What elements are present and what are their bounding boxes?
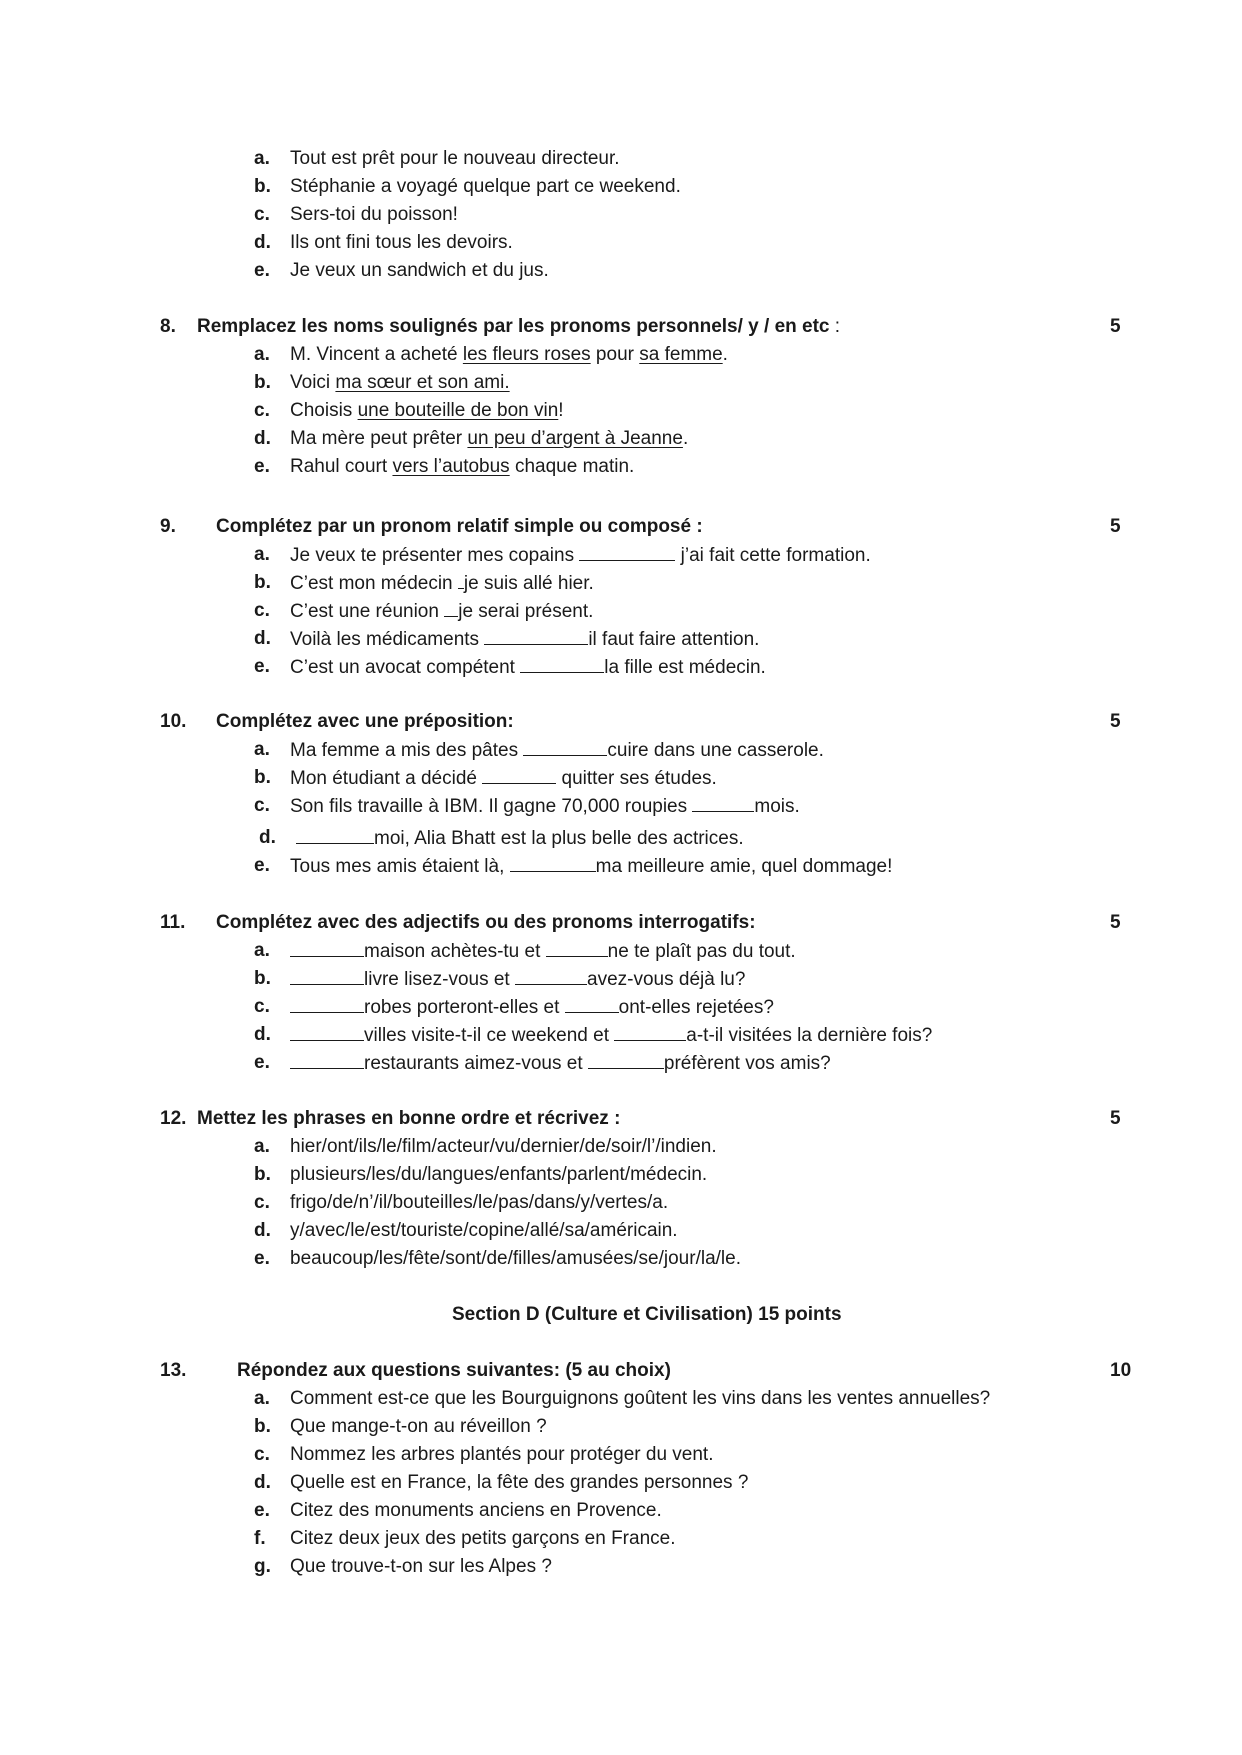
question-number: 8. (160, 316, 176, 337)
item-text (290, 994, 774, 1021)
text-segment: Je veux te présenter mes copains (290, 545, 580, 566)
item-text (290, 426, 688, 452)
text-segment: préfèrent vos amis? (663, 1053, 831, 1074)
item-label: e. (254, 456, 270, 477)
answer-blank[interactable] (290, 994, 364, 1013)
answer-blank[interactable] (692, 793, 754, 812)
item-text (296, 825, 744, 852)
item-text: Que mange-t-on au réveillon ? (290, 1416, 547, 1437)
text-segment: restaurants aimez-vous et (364, 1053, 588, 1074)
text-segment: cuire dans une casserole. (607, 740, 824, 761)
text-segment: Rahul court (290, 456, 393, 477)
answer-blank[interactable] (565, 994, 619, 1013)
question-header (0, 314, 1242, 340)
answer-blank[interactable] (290, 938, 364, 957)
text-segment: pour (590, 344, 640, 365)
item-text (290, 342, 728, 368)
question-title-wrap (197, 314, 840, 340)
question-points: 5 (1110, 912, 1121, 933)
item-label: d. (254, 428, 271, 449)
question-points: 5 (1110, 711, 1121, 732)
question-points: 10 (1110, 1360, 1132, 1381)
question-number: 10. (160, 711, 187, 732)
text-segment: avez-vous déjà lu? (587, 969, 746, 990)
item-text (290, 853, 892, 880)
answer-blank[interactable] (523, 737, 607, 756)
item-text: y/avec/le/est/touriste/copine/allé/sa/américain. (290, 1220, 678, 1241)
item-text (290, 542, 871, 569)
question-number: 13. (160, 1360, 187, 1381)
text-segment: Ma mère peut prêter (290, 428, 468, 449)
text-segment: je serai présent. (458, 601, 594, 622)
answer-blank[interactable] (290, 1022, 364, 1041)
item-text (290, 654, 766, 681)
answer-blank[interactable] (510, 853, 596, 872)
answer-blank[interactable] (484, 626, 588, 645)
item-label: b. (254, 372, 271, 393)
question-title: Répondez aux questions suivantes: (5 au choix) (237, 1360, 671, 1381)
text-segment: il faut faire attention. (588, 629, 760, 650)
item-text (290, 1022, 932, 1049)
item-label: c. (254, 1192, 270, 1213)
item-text (290, 1050, 831, 1077)
answer-blank[interactable] (482, 765, 556, 784)
item-label: c. (254, 1444, 270, 1465)
text-segment: . (682, 428, 689, 449)
item-text: frigo/de/n’/il/bouteilles/le/pas/dans/y/vertes/a. (290, 1192, 669, 1213)
item-text (290, 737, 824, 764)
item-label: b. (254, 767, 271, 788)
section-heading: Section D (Culture et Civilisation) 15 points (452, 1304, 842, 1325)
text-segment: chaque matin. (509, 456, 635, 477)
answer-blank[interactable] (546, 938, 608, 957)
item-text: Sers-toi du poisson! (290, 204, 458, 225)
text-segment: C’est un avocat compétent (290, 657, 521, 678)
text-segment: la fille est médecin. (604, 657, 766, 678)
item-text (290, 765, 717, 792)
item-label: b. (254, 1416, 271, 1437)
text-segment: C’est une réunion (290, 601, 445, 622)
text-segment: ont-elles rejetées? (618, 997, 774, 1018)
item-text (290, 793, 800, 820)
underlined-noun: sa femme (639, 344, 723, 365)
question-points: 5 (1110, 516, 1121, 537)
item-label: a. (254, 344, 270, 365)
item-label: b. (254, 1164, 271, 1185)
question-number: 12. (160, 1108, 187, 1129)
item-label: d. (254, 1472, 271, 1493)
text-segment: quitter ses études. (556, 768, 717, 789)
item-label: e. (254, 656, 270, 677)
item-text (290, 626, 759, 653)
text-segment: M. Vincent a acheté (290, 344, 463, 365)
text-segment: C’est mon médecin (290, 573, 458, 594)
item-text: Ils ont fini tous les devoirs. (290, 232, 513, 253)
text-segment: mois. (754, 796, 800, 817)
item-text: Quelle est en France, la fête des grandes personnes ? (290, 1472, 749, 1493)
answer-blank[interactable] (515, 966, 587, 985)
item-text: Comment est-ce que les Bourguignons goûtent les vins dans les ventes annuelles? (290, 1388, 991, 1409)
text-segment: ma meilleure amie, quel dommage! (595, 856, 893, 877)
item-text (290, 938, 796, 965)
answer-blank[interactable] (290, 966, 364, 985)
underlined-noun: vers l’autobus (392, 456, 510, 477)
item-label: a. (254, 739, 270, 760)
text-segment: . (722, 344, 728, 365)
item-text (290, 966, 745, 993)
text-segment: Tous mes amis étaient là, (290, 856, 510, 877)
item-text: beaucoup/les/fête/sont/de/filles/amusées/se/jour/la/le. (290, 1248, 741, 1269)
question-number: 11. (160, 912, 186, 933)
item-label: a. (254, 544, 270, 565)
answer-blank[interactable] (588, 1050, 664, 1069)
text-segment: robes porteront-elles et (364, 997, 565, 1018)
item-text: Nommez les arbres plantés pour protéger du vent. (290, 1444, 714, 1465)
answer-blank[interactable] (520, 654, 604, 673)
question-header (0, 1106, 1242, 1132)
item-label: e. (254, 260, 270, 281)
question-title: Complétez avec des adjectifs ou des pronoms interrogatifs: (216, 912, 756, 933)
item-label: c. (254, 600, 270, 621)
text-segment: moi, Alia Bhatt est la plus belle des actrices. (374, 828, 744, 849)
question-title: Complétez par un pronom relatif simple ou composé : (216, 516, 703, 537)
item-label: b. (254, 176, 271, 197)
item-label: e. (254, 855, 270, 876)
item-text: Stéphanie a voyagé quelque part ce weekend. (290, 176, 681, 197)
item-label: a. (254, 1388, 270, 1409)
underlined-noun: une bouteille de bon vin (357, 400, 559, 421)
underlined-noun: ma sœur et son ami. (335, 372, 510, 393)
question-header (0, 514, 1242, 540)
question-title: Mettez les phrases en bonne ordre et récrivez : (197, 1108, 621, 1129)
item-label: e. (254, 1052, 270, 1073)
text-segment: villes visite-t-il ce weekend et (364, 1025, 615, 1046)
answer-blank[interactable] (614, 1022, 686, 1041)
text-segment: ne te plaît pas du tout. (607, 941, 796, 962)
text-segment: j’ai fait cette formation. (675, 545, 871, 566)
item-label: g. (254, 1556, 271, 1577)
item-label: a. (254, 1136, 270, 1157)
item-label: f. (254, 1528, 266, 1549)
text-segment: je suis allé hier. (463, 573, 594, 594)
item-label: a. (254, 148, 270, 169)
question-title-colon: : (829, 316, 841, 337)
item-label: d. (254, 1024, 271, 1045)
question-header (0, 1358, 1242, 1384)
text-segment: a-t-il visitées la dernière fois? (686, 1025, 933, 1046)
item-label: d. (254, 232, 271, 253)
item-text (290, 398, 564, 424)
answer-blank[interactable] (290, 1050, 364, 1069)
item-label: c. (254, 204, 270, 225)
answer-blank[interactable] (579, 542, 675, 561)
question-points: 5 (1110, 316, 1121, 337)
question-number: 9. (160, 516, 176, 537)
item-label: d. (259, 827, 276, 848)
answer-blank[interactable] (296, 825, 374, 844)
item-label: d. (254, 628, 271, 649)
item-text (290, 370, 510, 396)
item-label: b. (254, 572, 271, 593)
item-text (290, 454, 634, 480)
text-segment: ! (558, 400, 564, 421)
item-label: d. (254, 1220, 271, 1241)
item-text (290, 598, 593, 625)
text-segment: Son fils travaille à IBM. Il gagne 70,000 roupies (290, 796, 693, 817)
item-label: e. (254, 1500, 270, 1521)
text-segment: Ma femme a mis des pâtes (290, 740, 524, 761)
text-segment: Voilà les médicaments (290, 629, 485, 650)
item-text: Que trouve-t-on sur les Alpes ? (290, 1556, 552, 1577)
item-label: e. (254, 1248, 270, 1269)
item-text: Citez des monuments anciens en Provence. (290, 1500, 662, 1521)
item-text (290, 570, 594, 597)
item-label: c. (254, 400, 270, 421)
item-text: plusieurs/les/du/langues/enfants/parlent/médecin. (290, 1164, 708, 1185)
question-title: Remplacez les noms soulignés par les pronoms personnels/ y / en etc (197, 316, 830, 337)
question-header (0, 910, 1242, 936)
item-label: b. (254, 968, 271, 989)
item-text: hier/ont/ils/le/film/acteur/vu/dernier/de/soir/l’/indien. (290, 1136, 717, 1157)
item-text: Tout est prêt pour le nouveau directeur. (290, 148, 620, 169)
underlined-noun: un peu d’argent à Jeanne (467, 428, 683, 449)
item-label: a. (254, 940, 270, 961)
item-label: c. (254, 795, 270, 816)
question-title: Complétez avec une préposition: (216, 711, 514, 732)
question-points: 5 (1110, 1108, 1121, 1129)
item-text: Citez deux jeux des petits garçons en France. (290, 1528, 676, 1549)
text-segment: Mon étudiant a décidé (290, 768, 483, 789)
answer-blank[interactable] (444, 598, 458, 617)
underlined-noun: les fleurs roses (462, 344, 591, 365)
text-segment: maison achètes-tu et (364, 941, 546, 962)
text-segment: livre lisez-vous et (364, 969, 515, 990)
text-segment: Voici (290, 372, 336, 393)
question-header (0, 709, 1242, 735)
item-label: c. (254, 996, 270, 1017)
item-text: Je veux un sandwich et du jus. (290, 260, 549, 281)
text-segment: Choisis (290, 400, 358, 421)
